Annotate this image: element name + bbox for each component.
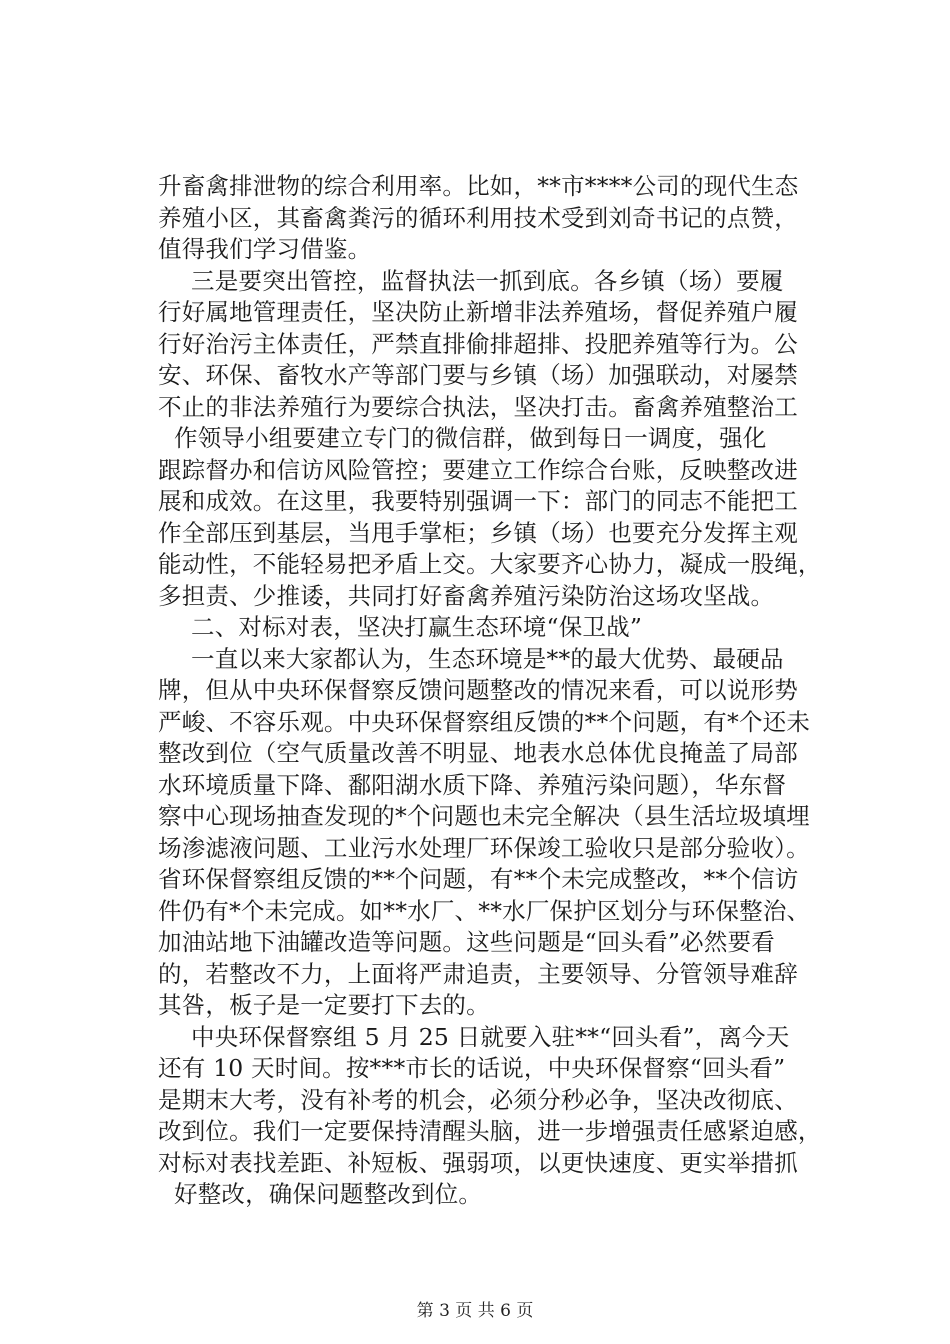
text-line: 改到位。我们一定要保持清醒头脑，进一步增强责任感紧迫感， [158, 1117, 822, 1145]
text-line: 察中心现场抽查发现的*个问题也未完全解决（县生活垃圾填埋 [158, 802, 810, 830]
text-line: 作全部压到基层，当甩手掌柜；乡镇（场）也要充分发挥主观 [158, 518, 798, 547]
text-line: 安、环保、畜牧水产等部门要与乡镇（场）加强联动，对屡禁 [158, 361, 798, 389]
text-line: 不止的非法养殖行为要综合执法，坚决打击。畜禽养殖整治工 [158, 392, 798, 421]
text-line: 还有 10 天时间。按***市长的话说，中央环保督察“回头看” [158, 1054, 786, 1082]
text-line: 值得我们学习借鉴。 [158, 235, 372, 263]
text-line: 省环保督察组反馈的**个问题，有**个未完成整改，**个信访 [158, 865, 799, 893]
paragraph-start-line: 三是要突出管控，监督执法一抓到底。各乡镇（场）要履 [191, 266, 784, 295]
text-line: 件仍有*个未完成。如**水厂、**水厂保护区划分与环保整治、 [158, 896, 811, 925]
text-line: 好整改，确保问题整改到位。 [174, 1180, 483, 1208]
text-line: 牌，但从中央环保督察反馈问题整改的情况来看，可以说形势 [158, 676, 798, 704]
text-line: 整改到位（空气质量改善不明显、地表水总体优良掩盖了局部 [158, 739, 798, 767]
text-line: 是期末大考，没有补考的机会，必须分秒必争，坚决改彻底、 [158, 1085, 798, 1114]
paragraph-start-line: 作领导小组要建立专门的微信群，做到每日一调度，强化 [174, 424, 767, 452]
text-line: 多担责、少推诿，共同打好畜禽养殖污染防治这场攻坚战。 [158, 581, 775, 610]
text-line: 展和成效。在这里，我要特别强调一下：部门的同志不能把工 [158, 487, 798, 515]
page-number-footer: 第 3 页 共 6 页 [416, 1301, 534, 1321]
text-line: 跟踪督办和信访风险管控；要建立工作综合台账，反映整改进 [158, 455, 798, 484]
text-line: 水环境质量下降、鄱阳湖水质下降、养殖污染问题），华东督 [158, 770, 787, 799]
paragraph-start-line: 一直以来大家都认为，生态环境是**的最大优势、最硬品 [191, 644, 784, 673]
text-line: 能动性，不能轻易把矛盾上交。大家要齐心协力，凝成一股绳， [158, 550, 822, 578]
paragraph-start-line: 中央环保督察组 5 月 25 日就要入驻**“回头看”，离今天 [191, 1022, 790, 1051]
section-heading: 二、对标对表，坚决打赢生态环境“保卫战” [191, 613, 643, 641]
text-line: 升畜禽排泄物的综合利用率。比如，**市****公司的现代生态 [158, 172, 799, 200]
text-line: 行好治污主体责任，严禁直排偷排超排、投肥养殖等行为。公 [158, 329, 798, 358]
text-line: 的，若整改不力，上面将严肃追责，主要领导、分管领导难辞 [158, 959, 798, 988]
text-line: 对标对表找差距、补短板、强弱项，以更快速度、更实举措抓 [158, 1148, 798, 1177]
text-line: 加油站地下油罐改造等问题。这些问题是“回头看”必然要看 [158, 928, 775, 956]
text-line: 严峻、不容乐观。中央环保督察组反馈的**个问题，有*个还未 [158, 707, 811, 736]
text-line: 行好属地管理责任，坚决防止新增非法养殖场，督促养殖户履 [158, 298, 798, 326]
document-body [158, 172, 858, 1212]
text-line: 养殖小区，其畜禽粪污的循环利用技术受到刘奇书记的点赞， [158, 203, 798, 232]
text-line: 其咎，板子是一定要打下去的。 [158, 991, 490, 1019]
text-line: 场渗滤液问题、工业污水处理厂环保竣工验收只是部分验收）。 [158, 833, 810, 862]
